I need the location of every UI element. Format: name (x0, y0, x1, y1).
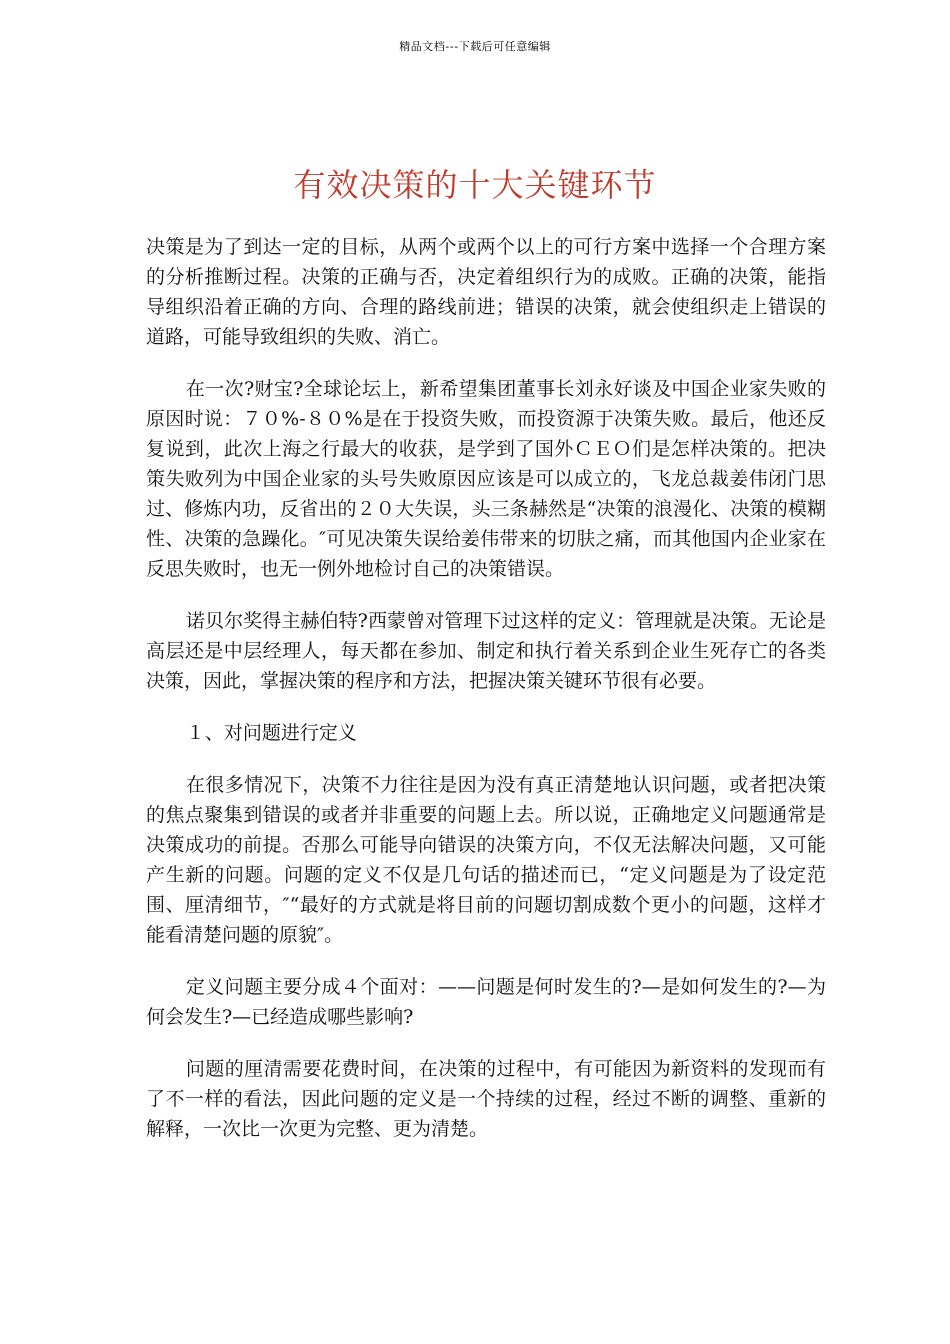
header-note: 精品文档---下载后可任意编辑 (399, 40, 551, 53)
paragraph-clarify: 问题的厘清需要花费时间，在决策的过程中，有可能因为新资料的发现而有了不一样的看法，因此问题的定义是一个持续的过程，经过不断的调整、重新的解释，一次比一次更为完整、更为清楚。 (146, 1058, 826, 1140)
paragraph-four-aspects: 定义问题主要分成４个面对：——问题是何时发生的?—是如何发生的?—为何会发生?—已经造成哪些影响? (146, 976, 826, 1028)
section-heading-define-problem: １、对问题进行定义 (185, 722, 357, 744)
document-body (146, 232, 826, 1166)
paragraph-intro: 决策是为了到达一定的目标，从两个或两个以上的可行方案中选择一个合理方案的分析推断过程。决策的正确与否，决定着组织行为的成败。正确的决策，能指导组织沿着正确的方向、合理的路线前进；错误的决策，就会使组织走上错误的道路，可能导致组织的失败、消亡。 (146, 236, 826, 348)
paragraph-simon: 诺贝尔奖得主赫伯特?西蒙曾对管理下过这样的定义：管理就是决策。无论是高层还是中层经理人，每天都在参加、制定和执行着关系到企业生死存亡的各类决策，因此，掌握决策的程序和方法，把握决策关键环节很有必要。 (146, 610, 826, 692)
paragraph-define-problem: 在很多情况下，决策不力往往是因为没有真正清楚地认识问题，或者把决策的焦点聚集到错误的或者并非重要的问题上去。所以说，正确地定义问题通常是决策成功的前提。否那么可能导向错误的决策方向，不仅无法解决问题，又可能产生新的问题。问题的定义不仅是几句话的描述而已，“定义问题是为了设定范围、厘清细节，″“最好的方式就是将目前的问题切割成数个更小的问题，这样才能看清楚问题的原貌″。 (146, 774, 826, 946)
document-title: 有效决策的十大关键环节 (293, 166, 657, 204)
paragraph-forum: 在一次?财宝?全球论坛上，新希望集团董事长刘永好谈及中国企业家失败的原因时说：７０%-８０%是在于投资失败，而投资源于决策失败。最后，他还反复说到，此次上海之行最大的收获，是学到了国外ＣＥＯ们是怎样决策的。把决策失败列为中国企业家的头号失败原因应该是可以成立的，飞龙总裁姜伟闭门思过、修炼内功，反省出的２０大失误，头三条赫然是“决策的浪漫化、决策的模糊性、决策的急躁化。″可见决策失误给姜伟带来的切肤之痛，而其他国内企业家在反思失败时，也无一例外地检讨自己的决策错误。 (146, 378, 826, 580)
